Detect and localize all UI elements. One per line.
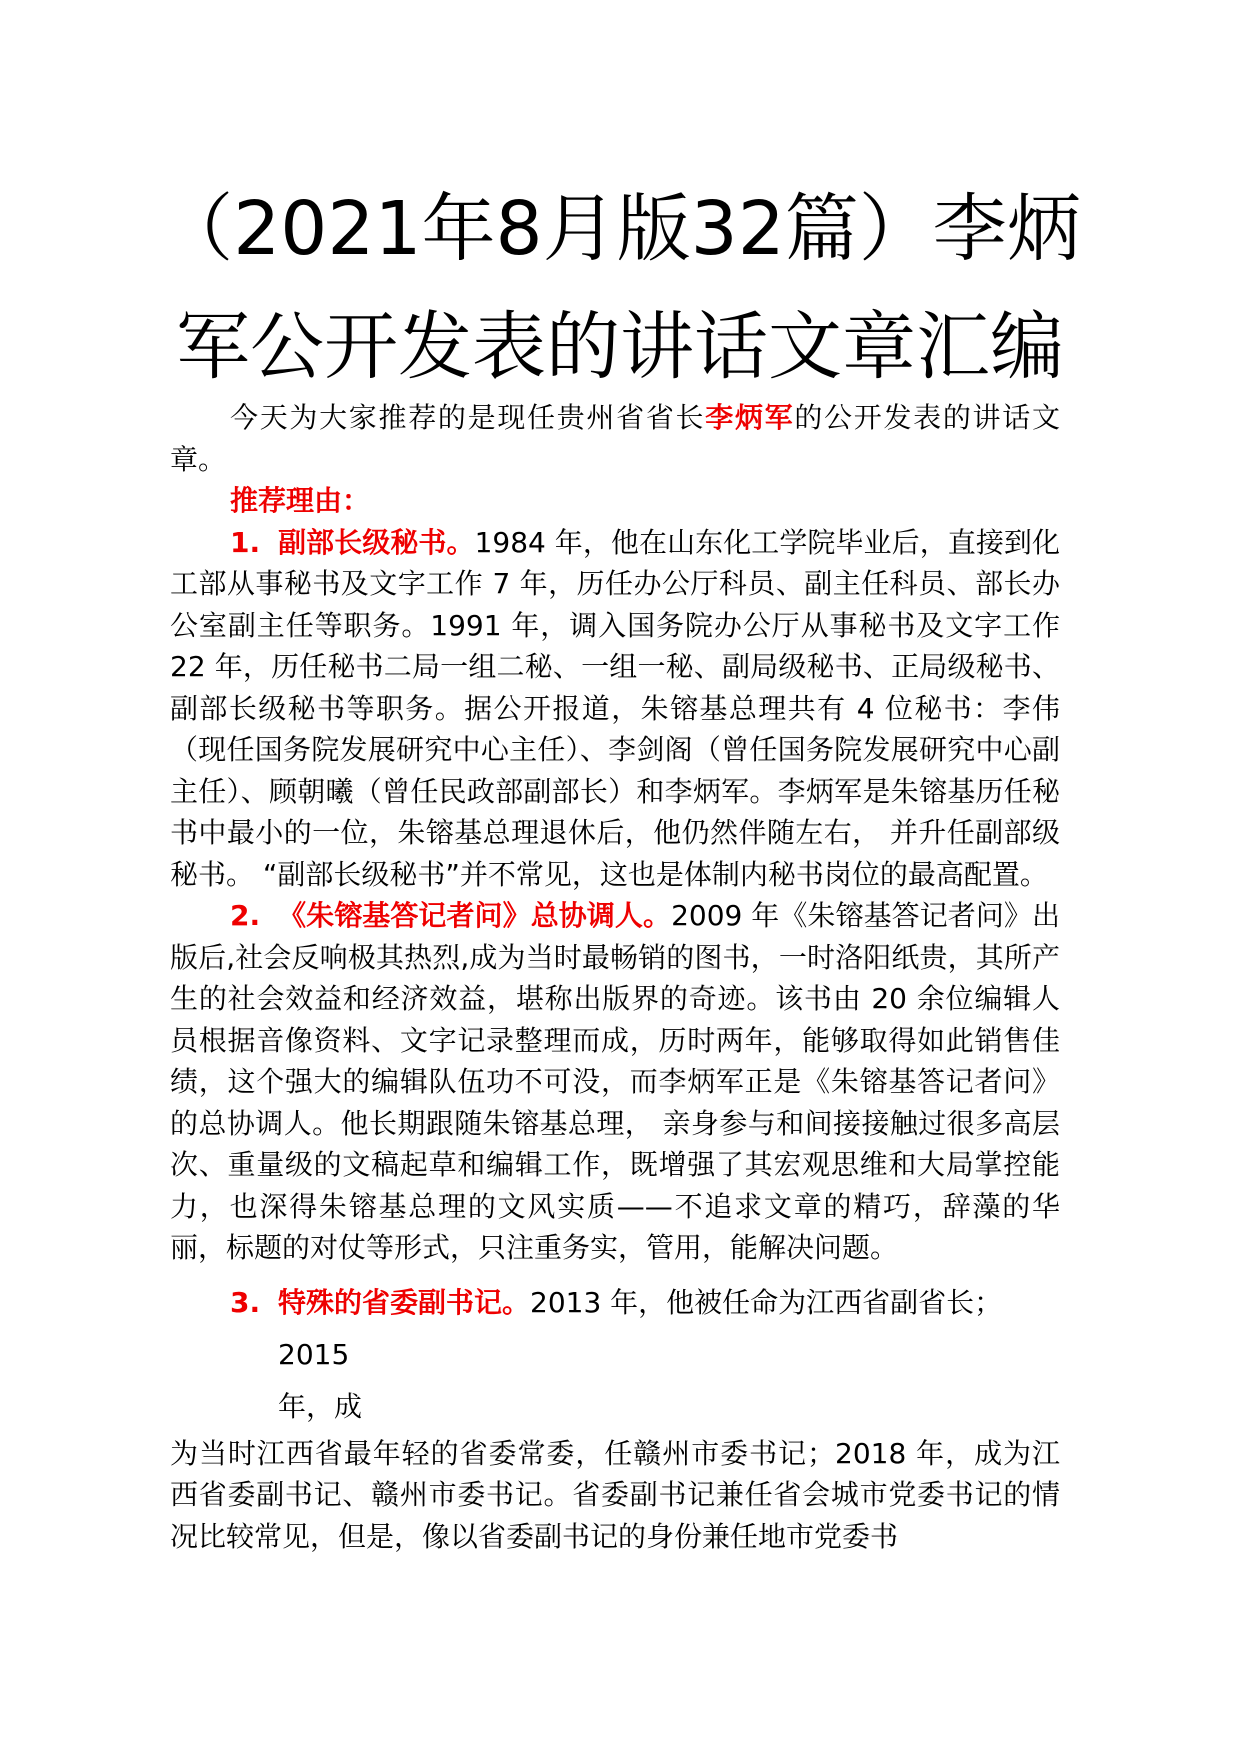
reason-number: 3. (230, 1285, 261, 1319)
reason-heading: 副部长级秘书。 (278, 525, 475, 559)
document-title: （2021年8月版32篇）李炳军公开发表的讲话文章汇编 (159, 186, 1081, 390)
reason-item-2 (170, 895, 1060, 1269)
intro-paragraph (170, 397, 1060, 480)
intro-text-before: 今天为大家推荐的是现任贵州省省长 (230, 401, 706, 434)
reason-item-1 (170, 522, 1060, 896)
document-body (170, 397, 1060, 1557)
reason-heading: 特殊的省委副书记。 (278, 1285, 531, 1319)
reason-text-line2: 年，成 (278, 1389, 363, 1423)
reason-text: 1984 年，他在山东化工学院毕业后，直接到化工部从事秘书及文字工作 7 年，历任办公厅科员、副主任科员、部长办公室副主任等职务。1991 年，调入国务院办公厅从事秘书及文字工作 22 年，历任秘书二局一组二秘、一组一秘、副局级秘书、正局级秘书、副部长级秘书等职务。据公开报道，朱镕基总理共有 4 位秘书：李伟（现任国务院发展研究中心主任）、李剑阁（曾任国务院发展研究中心副主任）、顾朝曦（曾任民政部副部长）和李炳军。李炳军是朱镕基历任秘书中最小的一位，朱镕基总理退休后，他仍然伴随左右， 并升任副部级秘书。 “副部长级秘书”并不常见，这也是体制内秘书岗位的最高配置。 (170, 525, 1060, 891)
reason-text: 2009 年《朱镕基答记者问》出版后,社会反响极其热烈,成为当时最畅销的图书，一时洛阳纸贵，其所产生的社会效益和经济效益，堪称出版界的奇迹。该书由 20 余位编辑人员根据音像资料、文字记录整理而成，历时两年，能够取得如此销售佳绩，这个强大的编辑队伍功不可没，而李炳军正是《朱镕基答记者问》的总协调人。他长期跟随朱镕基总理， 亲身参与和间接接触过很多高层次、重量级的文稿起草和编辑工作，既增强了其宏观思维和大局掌控能力，也深得朱镕基总理的文风实质——不追求文章的精巧，辞藻的华丽，标题的对仗等形式，只注重务实，管用，能解决问题。 (170, 899, 1060, 1264)
reason-number: 1. (230, 525, 261, 559)
intro-text-after: 的公开发表的讲话文章。 (170, 401, 1060, 476)
reason-item-3 (170, 1277, 1060, 1433)
reason-number: 2. (230, 899, 261, 932)
reason-item-3-continuation (170, 1433, 1060, 1558)
reasons-heading (170, 480, 1060, 522)
reason-text-line1: 2013 年，他被任命为江西省副省长；2015 (278, 1285, 1003, 1371)
intro-highlighted-name: 李炳军 (705, 401, 795, 434)
reason-text-rest: 为当时江西省最年轻的省委常委，任赣州市委书记；2018 年，成为江西省委副书记、赣州市委书记。省委副书记兼任省会城市党委书记的情况比较常见，但是，像以省委副书记的身份兼任地市党委书 (170, 1436, 1060, 1553)
reason-item-3-first-lines (278, 1277, 1060, 1433)
reasons-heading-text: 推荐理由： (230, 484, 371, 517)
reason-heading: 《朱镕基答记者问》总协调人。 (278, 899, 672, 932)
